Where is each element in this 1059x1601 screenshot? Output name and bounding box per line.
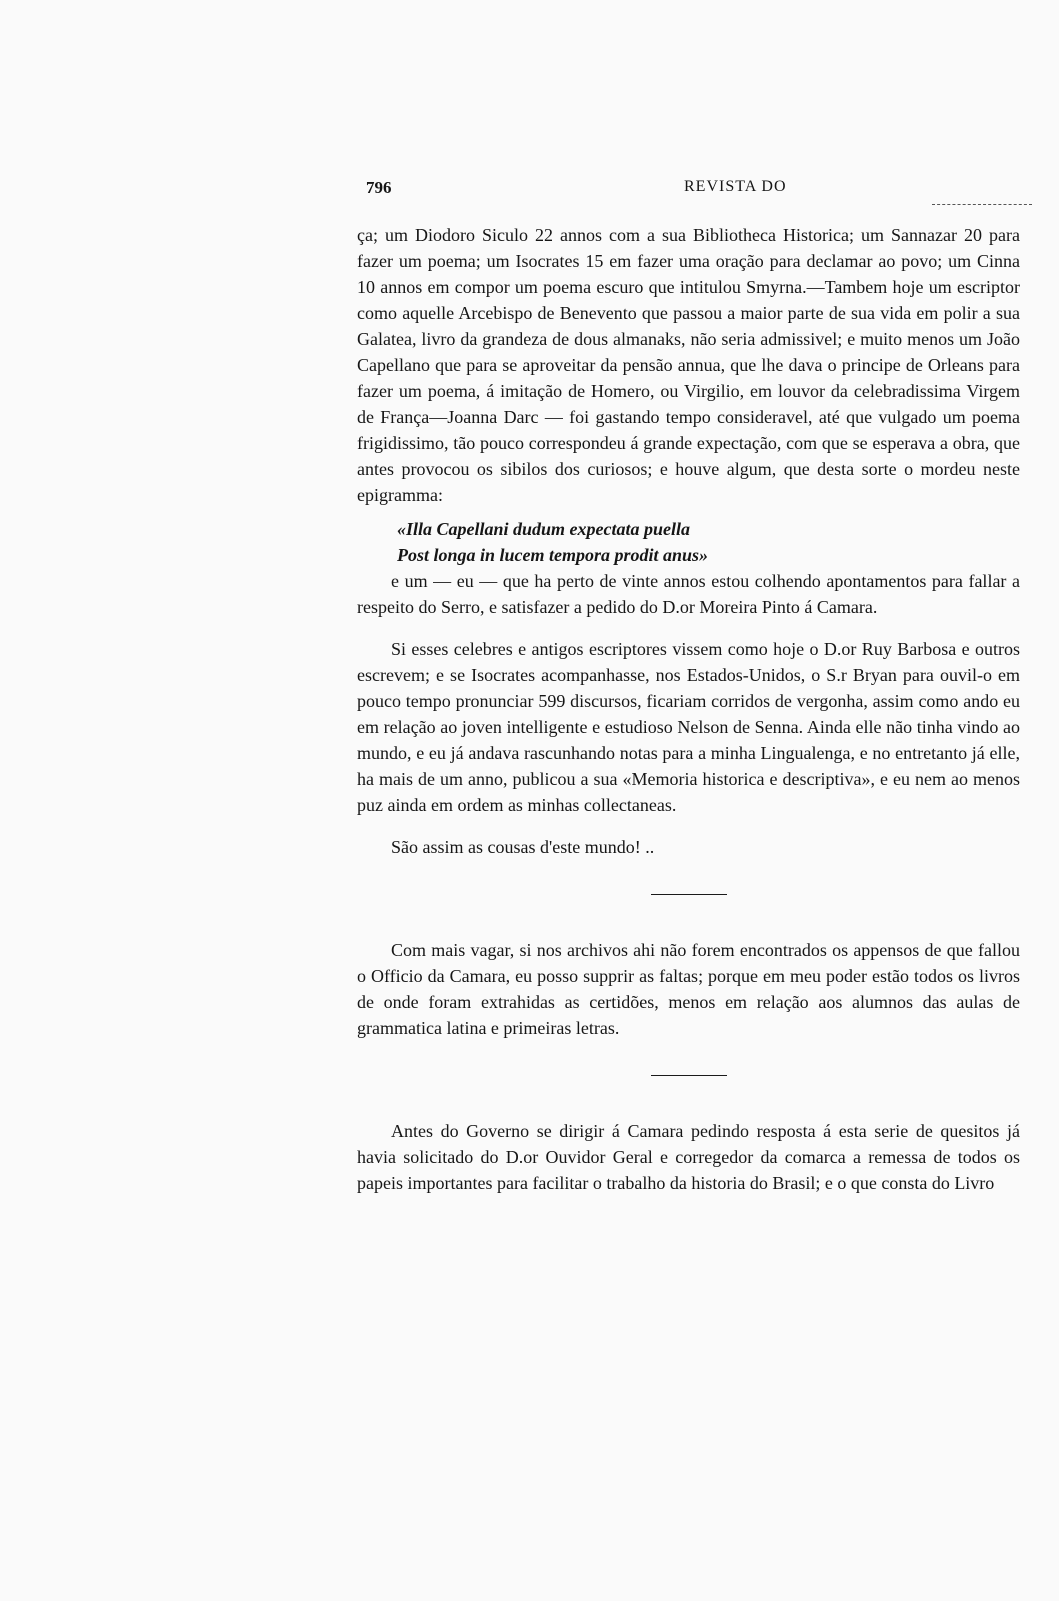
paragraph: São assim as cousas d'este mundo! .. <box>391 837 655 857</box>
page-number: 796 <box>366 178 392 197</box>
header-rule <box>932 204 1032 206</box>
epigram-quote <box>357 516 1020 568</box>
paragraph: Com mais vagar, si nos archivos ahi não forem encontrados os appensos de que fallou o Officio da Camara, eu posso supprir as faltas; porque em meu poder estão todos os livros de onde foram extrahidas as certidões, menos em relação aos alumnos das aulas de grammatica latina e primeiras letras. <box>357 940 1020 1038</box>
page-body <box>357 222 1020 1196</box>
quote-line: «Illa Capellani dudum expectata puella <box>397 519 691 539</box>
running-head: REVISTA DO <box>684 178 787 195</box>
page-header <box>366 178 1030 202</box>
paragraph: ça; um Diodoro Siculo 22 annos com a sua Bibliotheca Historica; um Sannazar 20 para fazer um poema; um Isocrates 15 em fazer uma oração para declamar ao povo; um Cinna 10 annos em compor um poema escuro que intitulou Smyrna.—Tambem hoje um escriptor como aquelle Arcebispo de Benevento que passou a maior parte de sua vida em polir a sua Galatea, livro da grandeza de dous almanaks, não seria admissivel; e muito menos um João Capellano que para se aproveitar da pensão annua, que lhe dava o principe de Orleans para fazer um poema, á imitação de Homero, ou Virgilio, em louvor da celebradissima Virgem de França—Joanna Darc — foi gastando tempo consideravel, até que vulgado um poema frigidissimo, tão pouco correspondeu á grande expectação, com que se esperava a obra, que antes provocou os sibilos dos curiosos; e houve algum, que desta sorte o mordeu neste epigramma: <box>357 225 1020 505</box>
quote-line: Post longa in lucem tempora prodit anus» <box>397 545 709 565</box>
paragraph: Si esses celebres e antigos escriptores vissem como hoje o D.or Ruy Barbosa e outros escrevem; e se Isocrates acompanhasse, nos Estados-Unidos, o S.r Bryan para ouvil-o em pouco tempo pronunciar 599 discursos, ficariam corridos de vergonha, assim como ando eu em relação ao joven intelligente e estudioso Nelson de Senna. Ainda elle não tinha vindo ao mundo, e eu já andava rascunhando notas para a minha Lingualenga, e no entretanto já elle, ha mais de um anno, publicou a sua «Memoria historica e descriptiva», e eu nem ao menos puz ainda em ordem as minhas collectaneas. <box>357 639 1020 815</box>
paragraph: e um — eu — que ha perto de vinte annos estou colhendo apontamentos para fallar a respeito do Serro, e satisfazer a pedido do D.or Moreira Pinto á Camara. <box>357 571 1020 617</box>
paragraph: Antes do Governo se dirigir á Camara pedindo resposta á esta serie de quesitos já havia solicitado do D.or Ouvidor Geral e corregedor da comarca a remessa de todos os papeis importantes para facilitar o trabalho da historia do Brasil; e o que consta do Livro <box>357 1121 1020 1193</box>
section-separator <box>651 1075 727 1076</box>
section-separator <box>651 894 727 895</box>
